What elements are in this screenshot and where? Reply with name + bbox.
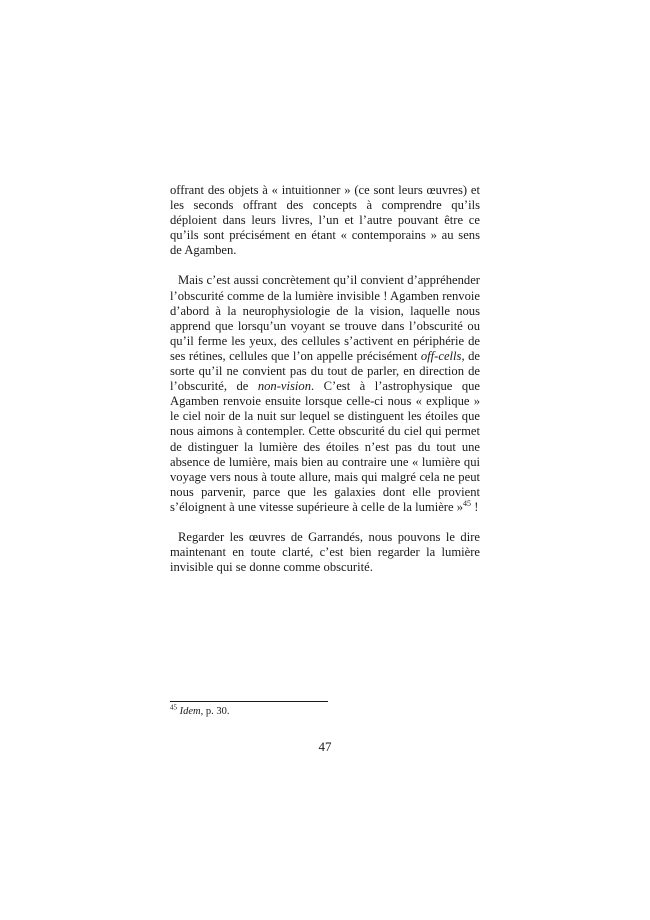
paragraph-3 <box>170 530 480 575</box>
body-text <box>170 183 480 575</box>
footnote-ref: 45 <box>463 498 472 508</box>
text-segment: non-vision <box>257 379 311 394</box>
paragraph-2 <box>170 273 480 515</box>
text-segment: offrant des objets à « intuitionner » (ce sont leurs œuvres) et les seconds offrant des concepts à comprendre qu’ils déploient dans leurs livres, l’un et l’autre pouvant être ce qu’ils sont précisément en étant « contemporains » au sens de Agamben. <box>170 183 480 258</box>
text-segment: off-cells <box>420 348 462 363</box>
paragraph-gap <box>170 515 480 530</box>
paragraph-1 <box>170 183 480 258</box>
footnote-text: , p. 30. <box>200 706 230 717</box>
text-segment: ! <box>471 499 479 514</box>
page-number: 47 <box>318 739 332 754</box>
footnote-italic: Idem <box>179 706 201 717</box>
text-segment: . C’est à l’astrophysique que Agamben renvoie ensuite lorsque celle-ci nous « explique » le ciel noir de la nuit sur lequel se distinguent les étoiles que nous aimons à contempler. Cette obscurité du ciel qui permet de distinguer la lumière des étoiles n’est pas du tout une absence de lumière, mais bien au contraire une « lumière qui voyage vers nous à toute allure, mais qui malgré cela ne peut nous parvenir, parce que les galaxies dont elle provient s’éloignent à une vitesse supérieure à celle de la lumière » <box>170 379 481 514</box>
text-segment: Regarder les œuvres de Garrandés, nous pouvons le dire maintenant en toute clarté, c’est bien regarder la lumière invisible qui se donne comme obscurité. <box>170 529 480 575</box>
footnote-number: 45 <box>170 703 177 712</box>
text-segment: Mais c’est aussi concrètement qu’il convient d’appréhender l’obscurité comme de la lumière invisible ! Agamben renvoie d’abord à la neurophysiologie de la vision, laquelle nous apprend que lorsqu’un voyant se trouve dans l’obscurité ou qu’il ferme les yeux, des cellules s’activent en périphérie de ses rétines, cellules que l’on appelle précisément <box>170 273 480 363</box>
footnote <box>170 703 230 717</box>
footnote-separator <box>170 701 328 702</box>
paragraph-gap <box>170 258 480 273</box>
text-segment: , de sorte qu’il ne convient pas du tout de parler, en direction de l’obscurité, de <box>170 348 480 394</box>
